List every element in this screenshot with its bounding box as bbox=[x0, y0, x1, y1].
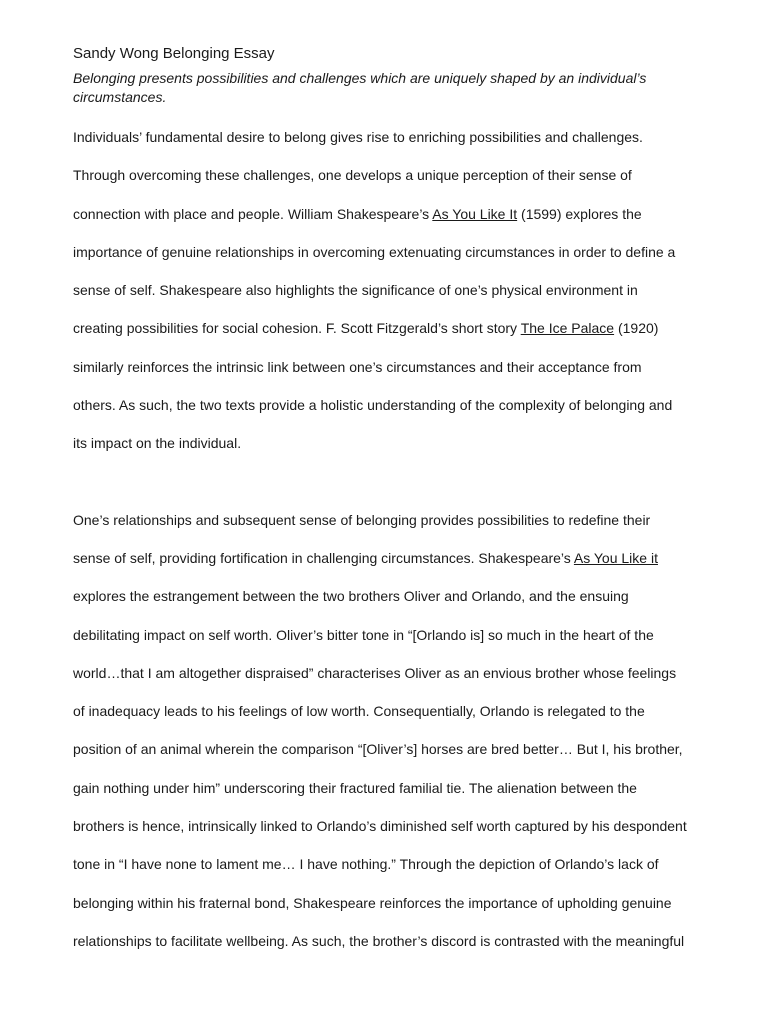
book-title-the-ice-palace: The Ice Palace bbox=[520, 320, 615, 337]
text-line: position of an animal wherein the comparison “[Oliver’s] horses are bred better… But I, his brother, bbox=[73, 741, 683, 758]
text-segment: creating possibilities for social cohesion. F. Scott Fitzgerald’s short story bbox=[73, 320, 521, 337]
text-line: world…that I am altogether dispraised” characterises Oliver as an envious brother whose feelings bbox=[73, 664, 677, 681]
document-title: Sandy Wong Belonging Essay bbox=[73, 45, 275, 62]
paragraph-introduction bbox=[73, 118, 713, 463]
text-line: others. As such, the two texts provide a holistic understanding of the complexity of belonging and bbox=[73, 397, 673, 414]
text-line: One’s relationships and subsequent sense of belonging provides possibilities to redefine their bbox=[73, 511, 651, 528]
text-line: importance of genuine relationships in overcoming extenuating circumstances in order to define a bbox=[73, 243, 676, 260]
text-line: sense of self. Shakespeare also highlights the significance of one’s physical environment in bbox=[73, 282, 638, 299]
text-line: relationships to facilitate wellbeing. As such, the brother’s discord is contrasted with the meaningful bbox=[73, 932, 685, 949]
text-line: explores the estrangement between the two brothers Oliver and Orlando, and the ensuing bbox=[73, 588, 629, 605]
text-line: gain nothing under him” underscoring their fractured familial tie. The alienation between the bbox=[73, 779, 637, 796]
document-page bbox=[73, 44, 713, 960]
text-line: brothers is hence, intrinsically linked to Orlando’s diminished self worth captured by his despondent bbox=[73, 818, 687, 835]
text-line bbox=[73, 195, 713, 233]
text-line: similarly reinforces the intrinsic link between one’s circumstances and their acceptance from bbox=[73, 358, 642, 375]
book-title-as-you-like-it: As You Like It bbox=[432, 205, 518, 222]
text-segment: (1920) bbox=[614, 320, 659, 337]
text-line bbox=[73, 539, 713, 577]
essay-question: Belonging presents possibilities and challenges which are uniquely shaped by an individual’s circumstances. bbox=[73, 70, 647, 105]
text-line: Individuals’ fundamental desire to belong gives rise to enriching possibilities and challenges. bbox=[73, 129, 643, 145]
text-line: Through overcoming these challenges, one develops a unique perception of their sense of bbox=[73, 167, 632, 184]
text-line: its impact on the individual. bbox=[73, 435, 242, 452]
text-line: tone in “I have none to lament me… I have nothing.” Through the depiction of Orlando’s lack of bbox=[73, 856, 659, 873]
text-line: belonging within his fraternal bond, Shakespeare reinforces the importance of upholding genuine bbox=[73, 894, 672, 911]
text-segment: connection with place and people. William Shakespeare’s bbox=[73, 205, 433, 222]
text-line bbox=[73, 309, 713, 347]
book-title-as-you-like-it: As You Like it bbox=[573, 549, 658, 566]
text-segment: (1599) explores the bbox=[517, 205, 642, 222]
text-line: of inadequacy leads to his feelings of low worth. Consequentially, Orlando is relegated to the bbox=[73, 703, 645, 720]
text-segment: sense of self, providing fortification in challenging circumstances. Shakespeare’s bbox=[73, 549, 574, 566]
text-line: debilitating impact on self worth. Oliver’s bitter tone in “[Orlando is] so much in the heart of the bbox=[73, 626, 654, 643]
paragraph-body bbox=[73, 501, 713, 961]
